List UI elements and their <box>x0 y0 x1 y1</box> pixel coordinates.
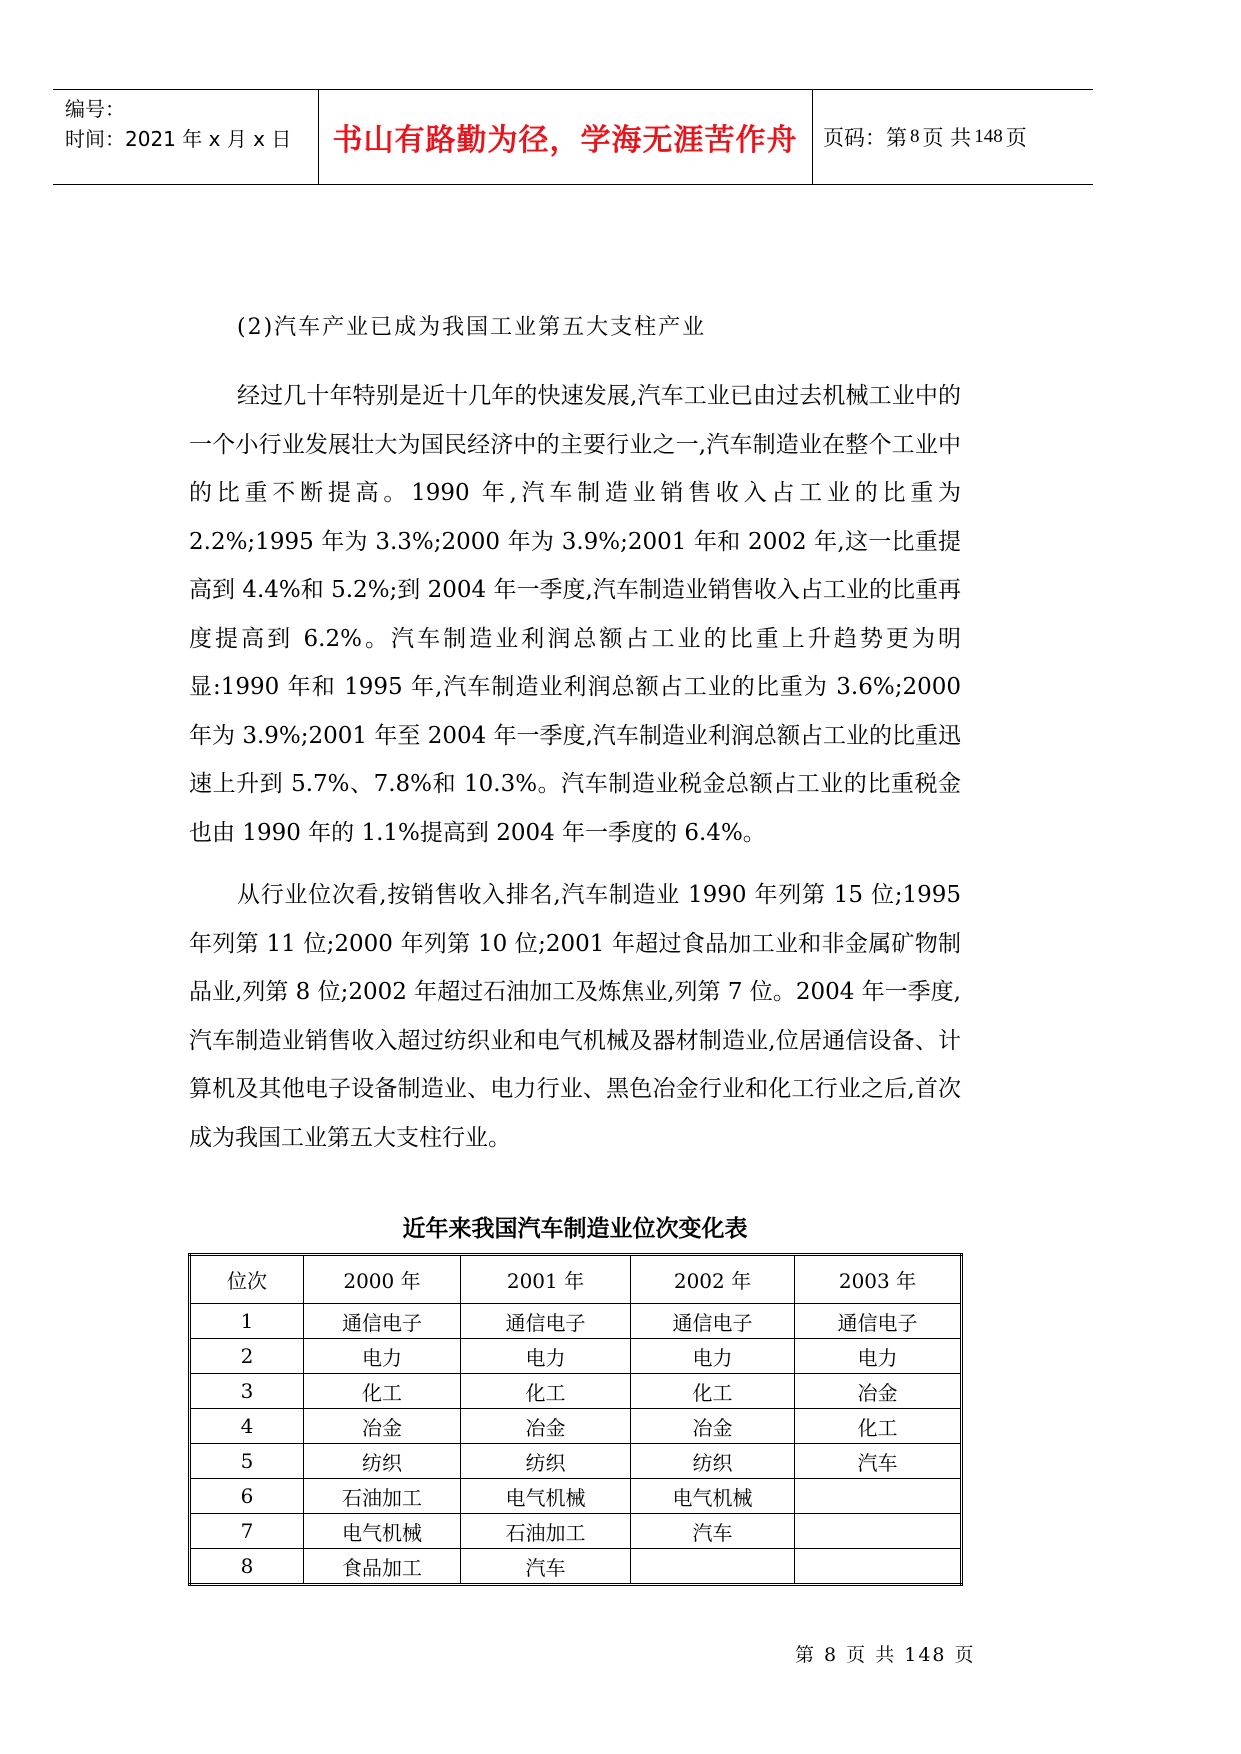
table-cell: 电力 <box>795 1339 962 1374</box>
table-cell: 冶金 <box>304 1409 461 1444</box>
table-cell: 化工 <box>795 1409 962 1444</box>
table-cell: 5 <box>190 1444 304 1479</box>
table-header-cell: 2003 年 <box>795 1255 962 1304</box>
page-footer: 第 8 页 共 148 页 <box>795 1644 976 1666</box>
table-row <box>190 1339 962 1374</box>
table-cell: 2 <box>190 1339 304 1374</box>
table-cell: 石油加工 <box>304 1479 461 1514</box>
table-header-cell: 位次 <box>190 1255 304 1304</box>
header-divider-right <box>812 90 813 184</box>
document-number-label: 编号： <box>65 97 125 121</box>
table-cell: 纺织 <box>304 1444 461 1479</box>
table-row <box>190 1409 962 1444</box>
header-page-indicator <box>823 90 1027 184</box>
table-cell: 冶金 <box>461 1409 631 1444</box>
rank-table <box>188 1253 963 1586</box>
table-cell: 电力 <box>304 1339 461 1374</box>
page-suffix: 页 <box>1005 126 1027 150</box>
table-cell: 3 <box>190 1374 304 1409</box>
table-row <box>190 1479 962 1514</box>
table-cell: 电力 <box>631 1339 795 1374</box>
paragraph-industry-rank: 从行业位次看,按销售收入排名,汽车制造业 1990 年列第 15 位;1995 年列第 11 位;2000 年列第 10 位;2001 年超过食品加工业和非金属矿物制品业,列第 8 位;2002 年超过石油加工及炼焦业,列第 7 位。2004 年一季度,汽车制造业销售收入超过纺织业和电气机械及器材制造业,位居通信设备、计算机及其他电子设备制造业、电力行业、黑色冶金行业和化工行业之后,首次成为我国工业第五大支柱行业。 <box>189 882 961 1151</box>
table-cell: 化工 <box>304 1374 461 1409</box>
table-cell: 化工 <box>461 1374 631 1409</box>
table-cell <box>631 1549 795 1585</box>
table-cell: 纺织 <box>631 1444 795 1479</box>
table-row <box>190 1514 962 1549</box>
document-body <box>189 308 961 1176</box>
header-slogan: 书山有路勤为径，学海无涯苦作舟 <box>332 123 798 158</box>
table-cell <box>795 1479 962 1514</box>
table-cell: 1 <box>190 1304 304 1339</box>
table-cell: 电气机械 <box>461 1479 631 1514</box>
table-cell: 汽车 <box>631 1514 795 1549</box>
table-cell: 8 <box>190 1549 304 1585</box>
page-total: 148 <box>974 126 1003 147</box>
table-cell: 纺织 <box>461 1444 631 1479</box>
table-cell: 4 <box>190 1409 304 1444</box>
table-cell: 石油加工 <box>461 1514 631 1549</box>
header-meta <box>65 94 291 154</box>
table-header-cell: 2002 年 <box>631 1255 795 1304</box>
table-cell: 电气机械 <box>304 1514 461 1549</box>
table-row <box>190 1444 962 1479</box>
table-cell <box>795 1514 962 1549</box>
table-cell: 6 <box>190 1479 304 1514</box>
table-title: 近年来我国汽车制造业位次变化表 <box>402 1216 748 1242</box>
table-cell: 食品加工 <box>304 1549 461 1585</box>
table-cell: 通信电子 <box>461 1304 631 1339</box>
table-cell: 电气机械 <box>631 1479 795 1514</box>
page-mid: 页 共 <box>922 126 972 150</box>
table-header-cell: 2000 年 <box>304 1255 461 1304</box>
document-time-label: 时间：2021 年 x 月 x 日 <box>65 127 292 151</box>
section-subheading: (2)汽车产业已成为我国工业第五大支柱产业 <box>237 315 707 340</box>
table-header-row <box>190 1255 962 1304</box>
table-cell <box>795 1549 962 1585</box>
table-row <box>190 1374 962 1409</box>
page-number: 8 <box>910 126 920 147</box>
table-cell: 7 <box>190 1514 304 1549</box>
table-cell: 电力 <box>461 1339 631 1374</box>
table-cell: 通信电子 <box>304 1304 461 1339</box>
table-cell: 冶金 <box>795 1374 962 1409</box>
table-cell: 汽车 <box>461 1549 631 1585</box>
page-prefix: 页码：第 <box>823 126 907 150</box>
page-header <box>53 89 1093 185</box>
table-row <box>190 1549 962 1585</box>
table-cell: 通信电子 <box>795 1304 962 1339</box>
table-cell: 汽车 <box>795 1444 962 1479</box>
table-cell: 化工 <box>631 1374 795 1409</box>
rank-table-wrapper <box>188 1253 960 1586</box>
table-row <box>190 1304 962 1339</box>
paragraph-industry-share: 经过几十年特别是近十几年的快速发展,汽车工业已由过去机械工业中的一个小行业发展壮大为国民经济中的主要行业之一,汽车制造业在整个工业中的比重不断提高。1990 年,汽车制造业销售收入占工业的比重为 2.2%;1995 年为 3.3%;2000 年为 3.9%;2001 年和 2002 年,这一比重提高到 4.4%和 5.2%;到 2004 年一季度,汽车制造业销售收入占工业的比重再度提高到 6.2%。汽车制造业利润总额占工业的比重上升趋势更为明显:1990 年和 1995 年,汽车制造业利润总额占工业的比重为 3.6%;2000 年为 3.9%;2001 年至 2004 年一季度,汽车制造业利润总额占工业的比重迅速上升到 5.7%、7.8%和 10.3%。汽车制造业税金总额占工业的比重税金也由 1990 年的 1.1%提高到 2004 年一季度的 6.4%。 <box>189 383 961 846</box>
table-header-cell: 2001 年 <box>461 1255 631 1304</box>
table-cell: 冶金 <box>631 1409 795 1444</box>
table-cell: 通信电子 <box>631 1304 795 1339</box>
